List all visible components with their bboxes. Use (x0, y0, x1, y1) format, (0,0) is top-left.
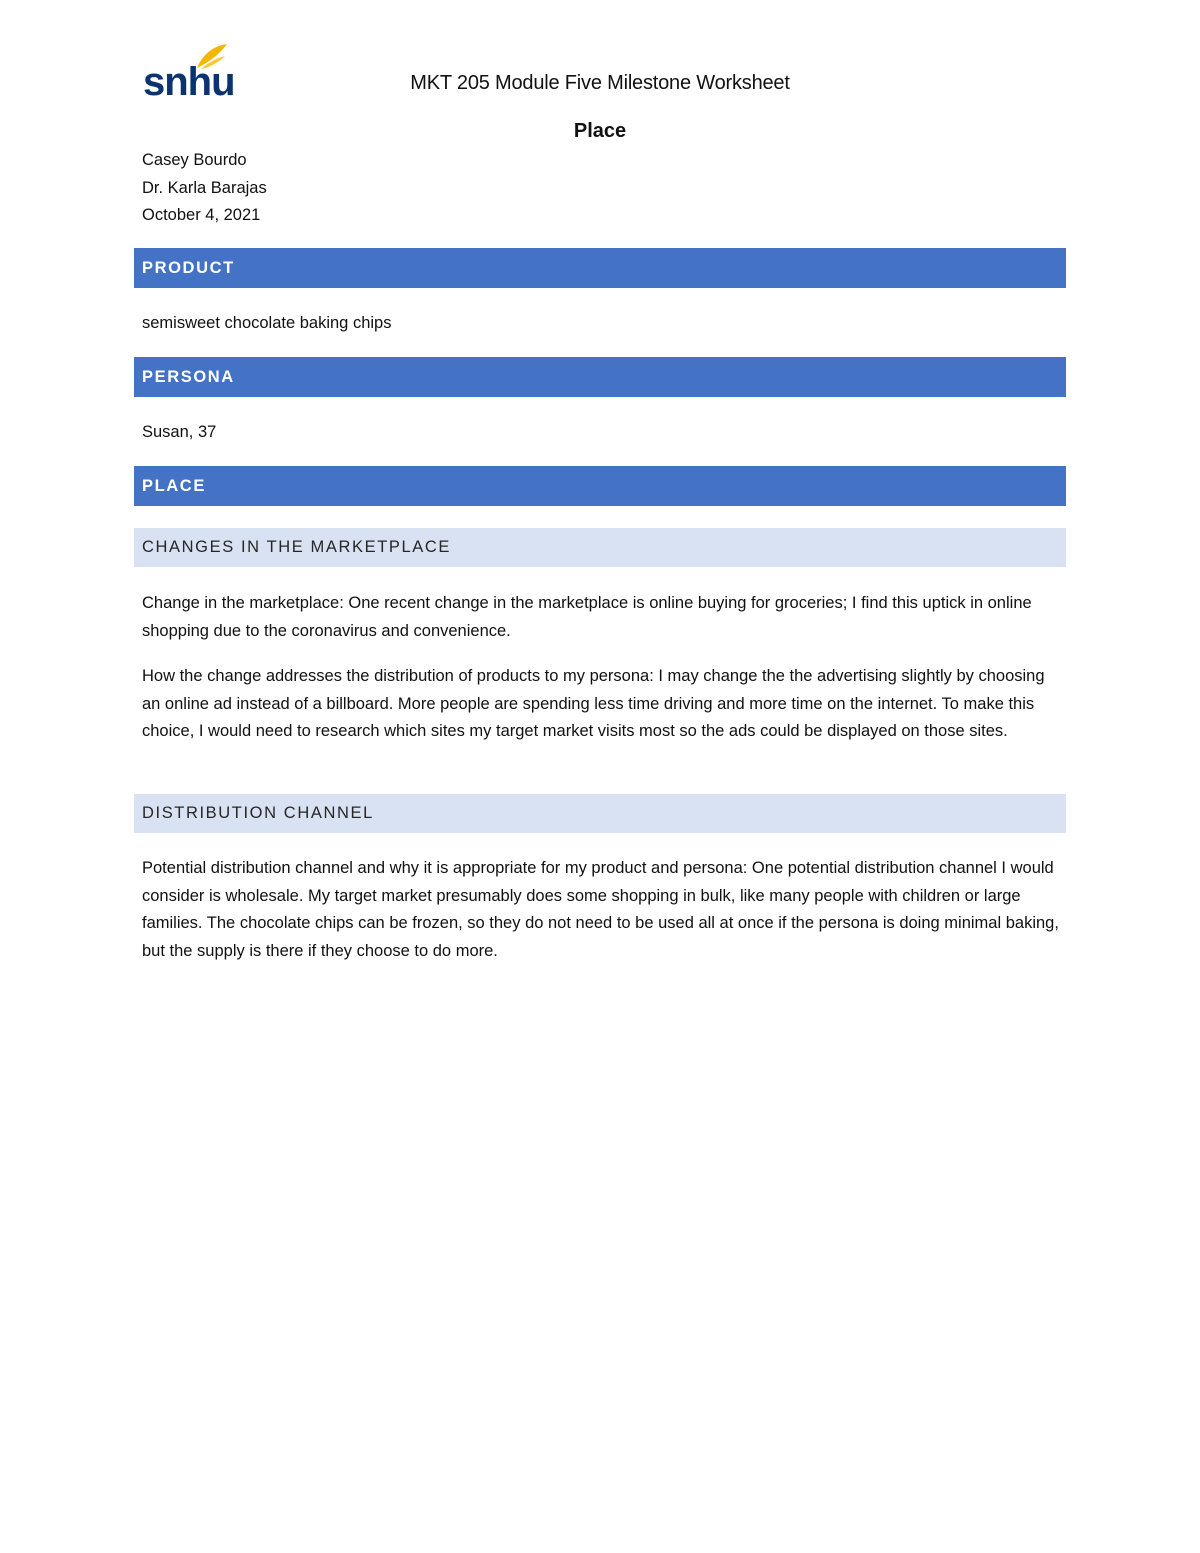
subsection-header-label: DISTRIBUTION CHANNEL (142, 804, 374, 822)
section-header-product (134, 248, 1066, 288)
author-name: Casey Bourdo (142, 151, 247, 169)
document-title: MKT 205 Module Five Milestone Worksheet (410, 72, 790, 94)
subsection-header-changes (134, 528, 1066, 567)
section-header-label: PRODUCT (142, 258, 235, 277)
changes-paragraph-2: How the change addresses the distribution of products to my persona: I may change the the advertising slightly by choosing an online ad instead of a billboard. More people are spending less time driving and more time on the internet. To make this choice, I would need to research which sites my target market visits most so the ads could be displayed on those sites. (142, 667, 1045, 740)
distribution-paragraph: Potential distribution channel and why it is appropriate for my product and persona: One potential distribution channel I would consider is wholesale. My target market presumably does some shopping in bulk, like many people with children or large families. The chocolate chips can be frozen, so they do not need to be used all at once if the persona is doing minimal baking, but the supply is there if they choose to do more. (142, 859, 1059, 960)
author-block (142, 147, 267, 230)
instructor-name: Dr. Karla Barajas (142, 178, 267, 197)
product-value: semisweet chocolate baking chips (142, 314, 392, 332)
persona-value: Susan, 37 (142, 423, 217, 441)
section-header-label: PERSONA (142, 367, 235, 386)
document-subtitle: Place (573, 120, 627, 142)
changes-paragraph-1: Change in the marketplace: One recent change in the marketplace is online buying for groceries; I find this uptick in online shopping due to the coronavirus and convenience. (142, 594, 1032, 640)
section-header-place (134, 466, 1066, 506)
subsection-header-distribution (134, 794, 1066, 833)
logo-text: snhu (143, 60, 235, 104)
section-header-persona (134, 357, 1066, 397)
subsection-header-label: CHANGES IN THE MARKETPLACE (142, 538, 452, 556)
document-date: October 4, 2021 (142, 206, 261, 224)
section-header-label: PLACE (142, 476, 206, 495)
